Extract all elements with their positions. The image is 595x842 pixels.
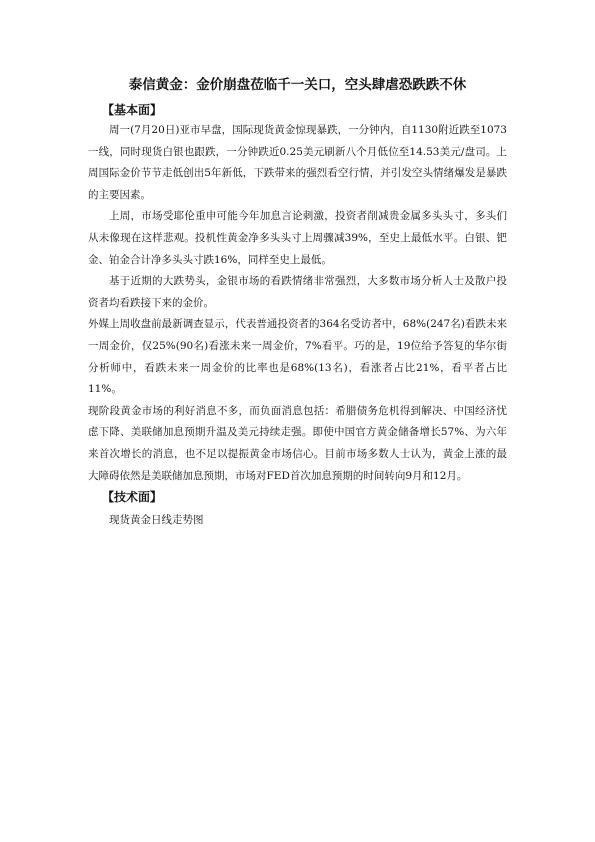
paragraph-1: 周一(7月20日)亚市早盘，国际现货黄金惊现暴跌，一分钟内，自1130附近跌至1073一线，同时现货白银也跟跌，一分钟跌近0.25美元刷新八个月低位至14.53美元/盘司。上周国际金价节节走低创出5年新低，下跌带来的强烈看空行情，并引发空头情绪爆发是暴跌的主要因素。	[88, 124, 507, 201]
paragraph-3: 基于近期的大跌势头，金银市场的看跌情绪非常强烈，大多数市场分析人士及散户投资者均看跌接下来的金价。	[88, 275, 507, 309]
paragraph-5: 现阶段黄金市场的利好消息不多，而负面消息包括：希腊债务危机得到解决、中国经济忧虑下降、美联储加息预期升温及美元持续走强。即使中国官方黄金储备增长57%、为六年来首次增长的消息，也不足以提振黄金市场信心。目前市场多数人士认为，黄金上涨的最大障碍依然是美联储加息预期，市场对FED首次加息预期的时间转向9月和12月。	[88, 404, 507, 482]
technicals-heading: 【技术面】	[102, 490, 163, 505]
chart-caption: 现货黄金日线走势图	[109, 514, 204, 527]
paragraph-2: 上周，市场受耶伦重申可能今年加息言论刺激，投资者削减贵金属多头头寸，多头们从未像现在这样悲观。投机性黄金净多头头寸上周骤减39%，至史上最低水平。白银、钯金、铂金合计净多头头寸跌16%，同样至史上最低。	[88, 210, 507, 266]
paragraph-4: 外媒上周收盘前最新调查显示，代表普通投资者的364名受访者中，68%(247名)看跌未来一周金价，仅25%(90名)看涨未来一周金价，7%看平。巧的是，19位给予答复的华尔街分析师中，看跌未来一周金价的比率也是68%(13名)，看涨者占比21%，看平者占比11%。	[88, 318, 507, 396]
article-title: 泰信黄金：金价崩盘莅临千一关口，空头肆虐恐跌跌不休	[128, 77, 467, 93]
fundamentals-heading: 【基本面】	[102, 103, 163, 117]
